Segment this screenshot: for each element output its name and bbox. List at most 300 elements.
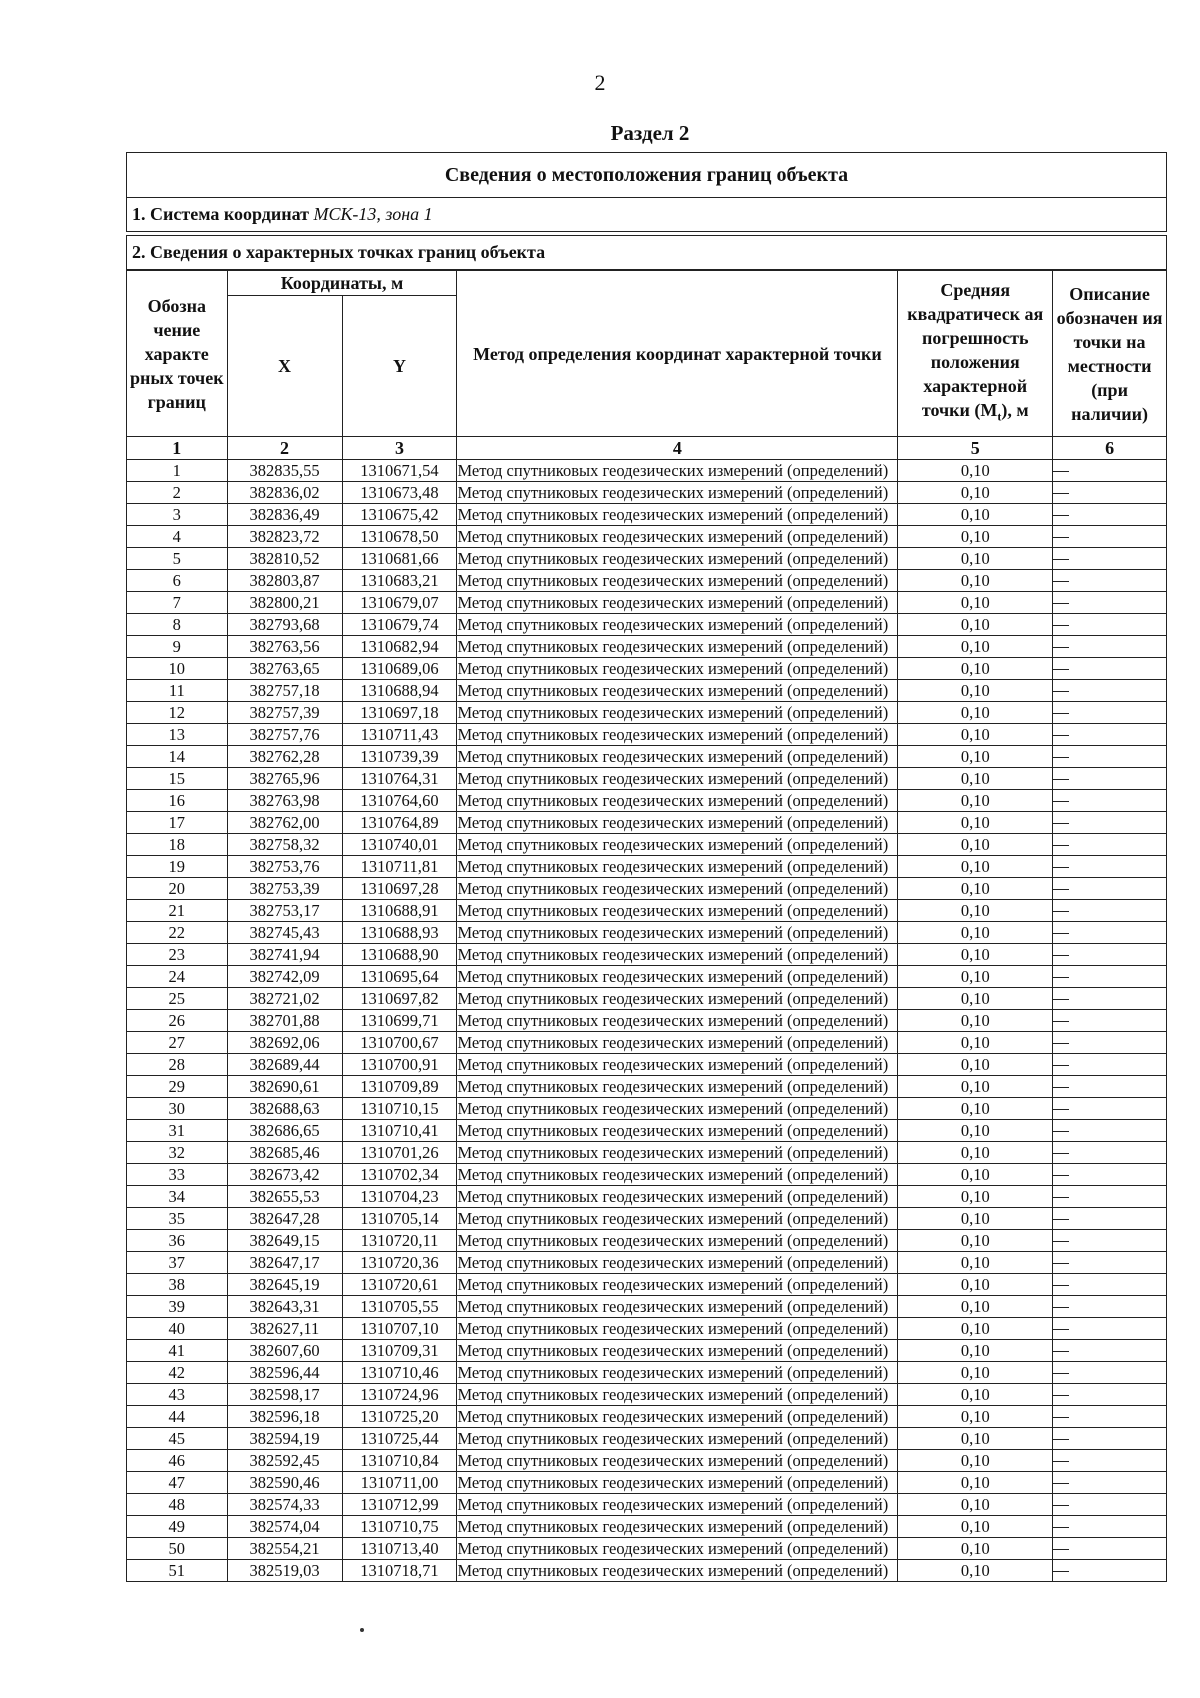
method-cell: Метод спутниковых геодезических измерений (определений) — [457, 746, 898, 768]
y-coordinate-cell: 1310710,41 — [342, 1120, 457, 1142]
method-cell: Метод спутниковых геодезических измерений (определений) — [457, 1054, 898, 1076]
dash-mark — [1053, 845, 1069, 846]
dash-mark — [1053, 779, 1069, 780]
description-cell — [1053, 702, 1167, 724]
y-coordinate-cell: 1310688,93 — [342, 922, 457, 944]
dash-mark — [1053, 471, 1069, 472]
y-coordinate-cell: 1310699,71 — [342, 1010, 457, 1032]
point-number-cell: 38 — [127, 1274, 228, 1296]
method-cell: Метод спутниковых геодезических измерений (определений) — [457, 1406, 898, 1428]
description-cell — [1053, 548, 1167, 570]
point-number-cell: 26 — [127, 1010, 228, 1032]
table-row — [127, 1340, 1167, 1362]
method-cell: Метод спутниковых геодезических измерений (определений) — [457, 900, 898, 922]
error-cell: 0,10 — [898, 1274, 1053, 1296]
method-cell: Метод спутниковых геодезических измерений (определений) — [457, 1230, 898, 1252]
method-cell: Метод спутниковых геодезических измерений (определений) — [457, 724, 898, 746]
dash-mark — [1053, 1065, 1069, 1066]
error-cell: 0,10 — [898, 460, 1053, 482]
error-cell: 0,10 — [898, 702, 1053, 724]
point-number-cell: 5 — [127, 548, 228, 570]
description-cell — [1053, 1098, 1167, 1120]
error-cell: 0,10 — [898, 1010, 1053, 1032]
method-cell: Метод спутниковых геодезических измерений (определений) — [457, 1274, 898, 1296]
description-cell — [1053, 746, 1167, 768]
description-cell — [1053, 1406, 1167, 1428]
description-cell — [1053, 900, 1167, 922]
x-coordinate-cell: 382762,28 — [227, 746, 342, 768]
point-number-cell: 23 — [127, 944, 228, 966]
x-coordinate-cell: 382758,32 — [227, 834, 342, 856]
table-row — [127, 1010, 1167, 1032]
error-cell: 0,10 — [898, 1032, 1053, 1054]
method-cell: Метод спутниковых геодезических измерений (определений) — [457, 680, 898, 702]
section-title: Раздел 2 — [610, 121, 690, 145]
y-coordinate-cell: 1310709,89 — [342, 1076, 457, 1098]
y-coordinate-cell: 1310712,99 — [342, 1494, 457, 1516]
description-cell — [1053, 878, 1167, 900]
header-coordinates: Координаты, м — [227, 271, 457, 296]
error-cell: 0,10 — [898, 1428, 1053, 1450]
method-cell: Метод спутниковых геодезических измерений (определений) — [457, 834, 898, 856]
y-coordinate-cell: 1310720,36 — [342, 1252, 457, 1274]
error-cell: 0,10 — [898, 548, 1053, 570]
point-number-cell: 48 — [127, 1494, 228, 1516]
x-coordinate-cell: 382685,46 — [227, 1142, 342, 1164]
table-row — [127, 680, 1167, 702]
x-coordinate-cell: 382753,17 — [227, 900, 342, 922]
description-cell — [1053, 592, 1167, 614]
table-row — [127, 746, 1167, 768]
point-number-cell: 51 — [127, 1560, 228, 1582]
point-number-cell: 21 — [127, 900, 228, 922]
points-title: 2. Сведения о характерных точках границ объекта — [126, 235, 1167, 270]
error-cell: 0,10 — [898, 1120, 1053, 1142]
description-cell — [1053, 1186, 1167, 1208]
point-number-cell: 46 — [127, 1450, 228, 1472]
method-cell: Метод спутниковых геодезических измерений (определений) — [457, 1428, 898, 1450]
points-table — [126, 270, 1167, 1582]
dash-mark — [1053, 933, 1069, 934]
method-cell: Метод спутниковых геодезических измерений (определений) — [457, 1538, 898, 1560]
method-cell: Метод спутниковых геодезических измерений (определений) — [457, 1164, 898, 1186]
dash-mark — [1053, 1527, 1069, 1528]
description-cell — [1053, 1076, 1167, 1098]
error-cell: 0,10 — [898, 1362, 1053, 1384]
y-coordinate-cell: 1310700,91 — [342, 1054, 457, 1076]
error-cell: 0,10 — [898, 526, 1053, 548]
description-cell — [1053, 1296, 1167, 1318]
y-coordinate-cell: 1310679,07 — [342, 592, 457, 614]
method-cell: Метод спутниковых геодезических измерений (определений) — [457, 658, 898, 680]
method-cell: Метод спутниковых геодезических измерений (определений) — [457, 1252, 898, 1274]
description-cell — [1053, 1252, 1167, 1274]
description-cell — [1053, 526, 1167, 548]
dash-mark — [1053, 889, 1069, 890]
dash-mark — [1053, 1285, 1069, 1286]
error-cell: 0,10 — [898, 944, 1053, 966]
y-coordinate-cell: 1310695,64 — [342, 966, 457, 988]
x-coordinate-cell: 382765,96 — [227, 768, 342, 790]
coord-system-line — [126, 197, 1167, 232]
dash-mark — [1053, 823, 1069, 824]
x-coordinate-cell: 382647,28 — [227, 1208, 342, 1230]
x-coordinate-cell: 382810,52 — [227, 548, 342, 570]
point-number-cell: 13 — [127, 724, 228, 746]
point-number-cell: 19 — [127, 856, 228, 878]
table-row — [127, 658, 1167, 680]
error-cell: 0,10 — [898, 768, 1053, 790]
y-coordinate-cell: 1310720,61 — [342, 1274, 457, 1296]
error-cell: 0,10 — [898, 1076, 1053, 1098]
dash-mark — [1053, 1241, 1069, 1242]
y-coordinate-cell: 1310711,43 — [342, 724, 457, 746]
table-row — [127, 570, 1167, 592]
description-cell — [1053, 1340, 1167, 1362]
table-row — [127, 482, 1167, 504]
x-coordinate-cell: 382574,04 — [227, 1516, 342, 1538]
description-cell — [1053, 1010, 1167, 1032]
x-coordinate-cell: 382701,88 — [227, 1010, 342, 1032]
dash-mark — [1053, 691, 1069, 692]
dash-mark — [1053, 669, 1069, 670]
y-coordinate-cell: 1310740,01 — [342, 834, 457, 856]
error-cell: 0,10 — [898, 1142, 1053, 1164]
dash-mark — [1053, 515, 1069, 516]
dash-mark — [1053, 1197, 1069, 1198]
error-cell: 0,10 — [898, 966, 1053, 988]
error-cell: 0,10 — [898, 834, 1053, 856]
header-designation: Обозна чение характе рных точек границ — [127, 271, 228, 437]
x-coordinate-cell: 382519,03 — [227, 1560, 342, 1582]
method-cell: Метод спутниковых геодезических измерений (определений) — [457, 1032, 898, 1054]
table-row — [127, 1538, 1167, 1560]
method-cell: Метод спутниковых геодезических измерений (определений) — [457, 1098, 898, 1120]
y-coordinate-cell: 1310675,42 — [342, 504, 457, 526]
y-coordinate-cell: 1310701,26 — [342, 1142, 457, 1164]
y-coordinate-cell: 1310709,31 — [342, 1340, 457, 1362]
description-cell — [1053, 1560, 1167, 1582]
x-coordinate-cell: 382753,39 — [227, 878, 342, 900]
table-row — [127, 1186, 1167, 1208]
x-coordinate-cell: 382836,02 — [227, 482, 342, 504]
method-cell: Метод спутниковых геодезических измерений (определений) — [457, 768, 898, 790]
y-coordinate-cell: 1310704,23 — [342, 1186, 457, 1208]
table-row — [127, 1406, 1167, 1428]
table-row — [127, 1428, 1167, 1450]
point-number-cell: 43 — [127, 1384, 228, 1406]
table-row — [127, 1032, 1167, 1054]
method-cell: Метод спутниковых геодезических измерений (определений) — [457, 1318, 898, 1340]
method-cell: Метод спутниковых геодезических измерений (определений) — [457, 460, 898, 482]
y-coordinate-cell: 1310711,81 — [342, 856, 457, 878]
error-cell: 0,10 — [898, 1450, 1053, 1472]
point-number-cell: 18 — [127, 834, 228, 856]
error-cell: 0,10 — [898, 1186, 1053, 1208]
error-cell: 0,10 — [898, 1538, 1053, 1560]
dash-mark — [1053, 1043, 1069, 1044]
description-cell — [1053, 482, 1167, 504]
table-row — [127, 944, 1167, 966]
dash-mark — [1053, 1329, 1069, 1330]
dash-mark — [1053, 1109, 1069, 1110]
description-cell — [1053, 1032, 1167, 1054]
x-coordinate-cell: 382592,45 — [227, 1450, 342, 1472]
description-cell — [1053, 724, 1167, 746]
dash-mark — [1053, 647, 1069, 648]
table-row — [127, 878, 1167, 900]
x-coordinate-cell: 382753,76 — [227, 856, 342, 878]
table-row — [127, 1384, 1167, 1406]
method-cell: Метод спутниковых геодезических измерений (определений) — [457, 1494, 898, 1516]
method-cell: Метод спутниковых геодезических измерений (определений) — [457, 1450, 898, 1472]
error-cell: 0,10 — [898, 1318, 1053, 1340]
description-cell — [1053, 966, 1167, 988]
description-cell — [1053, 1450, 1167, 1472]
dash-mark — [1053, 1483, 1069, 1484]
table-row — [127, 1208, 1167, 1230]
error-cell: 0,10 — [898, 1208, 1053, 1230]
y-coordinate-cell: 1310689,06 — [342, 658, 457, 680]
dash-mark — [1053, 1021, 1069, 1022]
error-cell: 0,10 — [898, 636, 1053, 658]
error-cell: 0,10 — [898, 1054, 1053, 1076]
error-cell: 0,10 — [898, 1296, 1053, 1318]
error-cell: 0,10 — [898, 658, 1053, 680]
table-row — [127, 1076, 1167, 1098]
table-row — [127, 548, 1167, 570]
x-coordinate-cell: 382655,53 — [227, 1186, 342, 1208]
table-row — [127, 922, 1167, 944]
description-cell — [1053, 504, 1167, 526]
point-number-cell: 28 — [127, 1054, 228, 1076]
description-cell — [1053, 1318, 1167, 1340]
description-cell — [1053, 856, 1167, 878]
y-coordinate-cell: 1310725,44 — [342, 1428, 457, 1450]
y-coordinate-cell: 1310682,94 — [342, 636, 457, 658]
y-coordinate-cell: 1310671,54 — [342, 460, 457, 482]
method-cell: Метод спутниковых геодезических измерений (определений) — [457, 1186, 898, 1208]
point-number-cell: 24 — [127, 966, 228, 988]
x-coordinate-cell: 382757,18 — [227, 680, 342, 702]
y-coordinate-cell: 1310673,48 — [342, 482, 457, 504]
table-row — [127, 1164, 1167, 1186]
table-row — [127, 1494, 1167, 1516]
x-coordinate-cell: 382673,42 — [227, 1164, 342, 1186]
x-coordinate-cell: 382647,17 — [227, 1252, 342, 1274]
x-coordinate-cell: 382627,11 — [227, 1318, 342, 1340]
point-number-cell: 17 — [127, 812, 228, 834]
x-coordinate-cell: 382688,63 — [227, 1098, 342, 1120]
dash-mark — [1053, 1153, 1069, 1154]
y-coordinate-cell: 1310764,31 — [342, 768, 457, 790]
table-row — [127, 834, 1167, 856]
method-cell: Метод спутниковых геодезических измерений (определений) — [457, 878, 898, 900]
method-cell: Метод спутниковых геодезических измерений (определений) — [457, 526, 898, 548]
description-cell — [1053, 1538, 1167, 1560]
error-cell: 0,10 — [898, 504, 1053, 526]
error-cell: 0,10 — [898, 1406, 1053, 1428]
table-row — [127, 1318, 1167, 1340]
y-coordinate-cell: 1310688,94 — [342, 680, 457, 702]
method-cell: Метод спутниковых геодезических измерений (определений) — [457, 548, 898, 570]
x-coordinate-cell: 382689,44 — [227, 1054, 342, 1076]
method-cell: Метод спутниковых геодезических измерений (определений) — [457, 702, 898, 724]
x-coordinate-cell: 382645,19 — [227, 1274, 342, 1296]
table-row — [127, 1120, 1167, 1142]
table-row — [127, 702, 1167, 724]
dash-mark — [1053, 537, 1069, 538]
point-number-cell: 32 — [127, 1142, 228, 1164]
x-coordinate-cell: 382763,98 — [227, 790, 342, 812]
y-coordinate-cell: 1310711,00 — [342, 1472, 457, 1494]
table-row — [127, 966, 1167, 988]
points-table-body — [127, 460, 1167, 1582]
method-cell: Метод спутниковых геодезических измерений (определений) — [457, 1296, 898, 1318]
description-cell — [1053, 790, 1167, 812]
y-coordinate-cell: 1310688,91 — [342, 900, 457, 922]
y-coordinate-cell: 1310739,39 — [342, 746, 457, 768]
description-cell — [1053, 1362, 1167, 1384]
description-cell — [1053, 1164, 1167, 1186]
description-cell — [1053, 834, 1167, 856]
description-cell — [1053, 1494, 1167, 1516]
dash-mark — [1053, 1571, 1069, 1572]
point-number-cell: 25 — [127, 988, 228, 1010]
description-cell — [1053, 1054, 1167, 1076]
y-coordinate-cell: 1310705,14 — [342, 1208, 457, 1230]
y-coordinate-cell: 1310710,84 — [342, 1450, 457, 1472]
y-coordinate-cell: 1310713,40 — [342, 1538, 457, 1560]
point-number-cell: 10 — [127, 658, 228, 680]
description-cell — [1053, 1384, 1167, 1406]
point-number-cell: 12 — [127, 702, 228, 724]
error-cell: 0,10 — [898, 746, 1053, 768]
error-cell: 0,10 — [898, 922, 1053, 944]
table-row — [127, 1252, 1167, 1274]
error-cell: 0,10 — [898, 724, 1053, 746]
table-row — [127, 856, 1167, 878]
description-cell — [1053, 680, 1167, 702]
table-row — [127, 1516, 1167, 1538]
y-coordinate-cell: 1310697,18 — [342, 702, 457, 724]
x-coordinate-cell: 382762,00 — [227, 812, 342, 834]
method-cell: Метод спутниковых геодезических измерений (определений) — [457, 1010, 898, 1032]
x-coordinate-cell: 382643,31 — [227, 1296, 342, 1318]
point-number-cell: 14 — [127, 746, 228, 768]
table-row — [127, 636, 1167, 658]
x-coordinate-cell: 382686,65 — [227, 1120, 342, 1142]
point-number-cell: 47 — [127, 1472, 228, 1494]
method-cell: Метод спутниковых геодезических измерений (определений) — [457, 1472, 898, 1494]
error-cell: 0,10 — [898, 1230, 1053, 1252]
point-number-cell: 35 — [127, 1208, 228, 1230]
column-number: 6 — [1053, 437, 1167, 460]
column-number: 4 — [457, 437, 898, 460]
point-number-cell: 6 — [127, 570, 228, 592]
method-cell: Метод спутниковых геодезических измерений (определений) — [457, 592, 898, 614]
table-row — [127, 724, 1167, 746]
description-cell — [1053, 1274, 1167, 1296]
method-cell: Метод спутниковых геодезических измерений (определений) — [457, 1076, 898, 1098]
point-number-cell: 29 — [127, 1076, 228, 1098]
description-cell — [1053, 1208, 1167, 1230]
error-cell: 0,10 — [898, 900, 1053, 922]
x-coordinate-cell: 382745,43 — [227, 922, 342, 944]
point-number-cell: 34 — [127, 1186, 228, 1208]
dash-mark — [1053, 1461, 1069, 1462]
table-row — [127, 1296, 1167, 1318]
y-coordinate-cell: 1310697,28 — [342, 878, 457, 900]
y-coordinate-cell: 1310705,55 — [342, 1296, 457, 1318]
error-cell: 0,10 — [898, 812, 1053, 834]
dash-mark — [1053, 801, 1069, 802]
method-cell: Метод спутниковых геодезических измерений (определений) — [457, 1208, 898, 1230]
description-cell — [1053, 1428, 1167, 1450]
y-coordinate-cell: 1310718,71 — [342, 1560, 457, 1582]
dash-mark — [1053, 1307, 1069, 1308]
point-number-cell: 39 — [127, 1296, 228, 1318]
description-cell — [1053, 768, 1167, 790]
point-number-cell: 41 — [127, 1340, 228, 1362]
error-cell: 0,10 — [898, 878, 1053, 900]
table-row — [127, 1230, 1167, 1252]
method-cell: Метод спутниковых геодезических измерений (определений) — [457, 988, 898, 1010]
x-coordinate-cell: 382793,68 — [227, 614, 342, 636]
x-coordinate-cell: 382607,60 — [227, 1340, 342, 1362]
y-coordinate-cell: 1310764,89 — [342, 812, 457, 834]
dash-mark — [1053, 1549, 1069, 1550]
error-cell: 0,10 — [898, 1252, 1053, 1274]
description-cell — [1053, 922, 1167, 944]
point-number-cell: 36 — [127, 1230, 228, 1252]
x-coordinate-cell: 382763,65 — [227, 658, 342, 680]
dash-mark — [1053, 977, 1069, 978]
table-row — [127, 900, 1167, 922]
method-cell: Метод спутниковых геодезических измерений (определений) — [457, 1384, 898, 1406]
x-coordinate-cell: 382823,72 — [227, 526, 342, 548]
y-coordinate-cell: 1310710,46 — [342, 1362, 457, 1384]
description-cell — [1053, 1120, 1167, 1142]
y-coordinate-cell: 1310688,90 — [342, 944, 457, 966]
dash-mark — [1053, 603, 1069, 604]
error-cell: 0,10 — [898, 1472, 1053, 1494]
table-row — [127, 812, 1167, 834]
point-number-cell: 22 — [127, 922, 228, 944]
dash-mark — [1053, 713, 1069, 714]
y-coordinate-cell: 1310725,20 — [342, 1406, 457, 1428]
dash-mark — [1053, 1417, 1069, 1418]
x-coordinate-cell: 382835,55 — [227, 460, 342, 482]
error-cell: 0,10 — [898, 1384, 1053, 1406]
dash-mark — [1053, 955, 1069, 956]
method-cell: Метод спутниковых геодезических измерений (определений) — [457, 922, 898, 944]
error-cell: 0,10 — [898, 1098, 1053, 1120]
x-coordinate-cell: 382757,76 — [227, 724, 342, 746]
point-number-cell: 16 — [127, 790, 228, 812]
table-row — [127, 592, 1167, 614]
dash-mark — [1053, 735, 1069, 736]
dash-mark — [1053, 581, 1069, 582]
description-cell — [1053, 1472, 1167, 1494]
column-number: 3 — [342, 437, 457, 460]
method-cell: Метод спутниковых геодезических измерений (определений) — [457, 966, 898, 988]
point-number-cell: 20 — [127, 878, 228, 900]
block-title: Сведения о местоположения границ объекта — [126, 152, 1167, 198]
x-coordinate-cell: 382757,39 — [227, 702, 342, 724]
description-cell — [1053, 460, 1167, 482]
page-number: 2 — [594, 70, 606, 95]
